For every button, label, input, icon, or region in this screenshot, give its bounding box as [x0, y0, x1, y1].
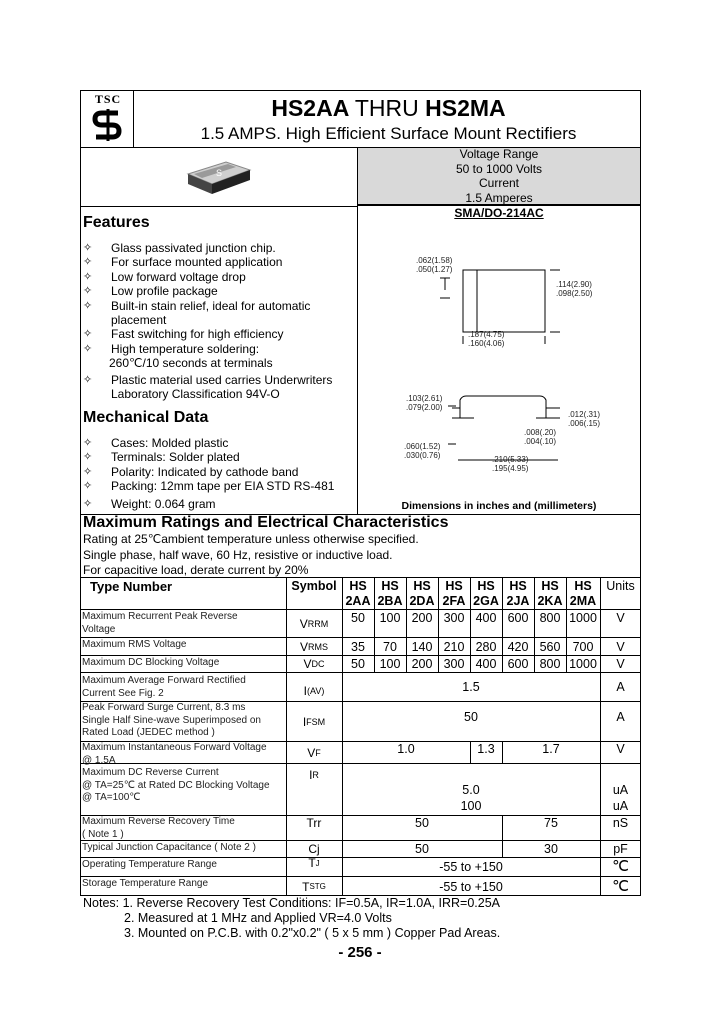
list-item: ✧ Cases: Molded plastic [83, 436, 229, 450]
value-cj-2: 30 [544, 842, 558, 856]
symbol-vrms: V RMS [299, 639, 328, 654]
symbol-cj: Cj [308, 842, 320, 856]
list-item: ✧ Weight: 0.064 gram [83, 496, 216, 511]
part-header-top: HS [413, 578, 431, 593]
row-label-vf: Maximum Instantaneous Forward Voltage @ 1.5A [82, 742, 267, 766]
max-ratings-intro: Rating at 25℃ambient temperature unless otherwise specified. Single phase, half wave, 60 Hz, resistive or inductive load. For capacitive load, derate current by 20% [83, 532, 419, 577]
unit-tj: ℃ [612, 858, 629, 875]
symbol-vrrm: V RRM [299, 616, 329, 631]
type-number-header: Type Number [90, 579, 173, 594]
value-trr-1: 50 [415, 816, 429, 830]
dim-label-1: .062(1.58) .050(1.27) [416, 256, 453, 274]
value-vrms: 420 [507, 639, 529, 654]
list-item: ✧ Low forward voltage drop [83, 269, 246, 284]
part-header-top: HS [509, 578, 527, 593]
row-label-ifsm: Peak Forward Surge Current, 8.3 ms Single Half Sine-wave Superimposed on Rated Load (JEDEC method ) [82, 702, 261, 738]
dimensions-caption: Dimensions in inches and (millimeters) [401, 500, 597, 512]
mechanical-list [83, 436, 355, 511]
part-header-bottom: 2FA [442, 594, 466, 608]
value-vf-2: 1.3 [477, 742, 495, 756]
list-item: ✧ Packing: 12mm tape per EIA STD RS-481 [83, 479, 335, 494]
value-vdc: 200 [411, 657, 433, 671]
symbol-tj: T J [308, 856, 320, 870]
part-header-bottom: 2AA [345, 594, 371, 608]
value-ir-25c: 5.0 [462, 783, 480, 797]
value-vdc: 50 [351, 657, 365, 671]
list-item: ✧ Fast switching for high efficiency [83, 327, 284, 342]
row-label-cj: Typical Junction Capacitance ( Note 2 ) [82, 842, 256, 853]
value-vrms: 210 [443, 639, 465, 654]
package-name: SMA/DO-214AC [454, 206, 544, 220]
part-header-top: HS [541, 578, 559, 593]
part-header-top: HS [477, 578, 495, 593]
list-item: ✧ For surface mounted application [83, 255, 283, 270]
part-header-top: HS [445, 578, 463, 593]
dim-label-2: .114(2.90) .098(2.50) [556, 280, 593, 298]
value-vrms: 700 [572, 639, 594, 654]
value-vf-3: 1.7 [542, 742, 560, 756]
row-label-vrms: Maximum RMS Voltage [82, 639, 187, 650]
part-header-top: HS [574, 578, 592, 593]
row-label-iav: Maximum Average Forward Rectified Current See Fig. 2 [82, 675, 246, 699]
value-iav: 1.5 [462, 680, 480, 694]
list-item: ✧ Polarity: Indicated by cathode band [83, 464, 299, 479]
page-number: - 256 - [338, 944, 382, 961]
page-title: HS2AA THRU HS2MA [271, 95, 506, 121]
list-item: ✧ Terminals: Solder plated [83, 450, 240, 465]
unit-vdc: V [616, 657, 625, 671]
value-vdc: 800 [539, 657, 561, 671]
unit-ir-100c: uA [612, 799, 629, 813]
value-ifsm: 50 [464, 710, 478, 724]
value-vdc: 300 [443, 657, 465, 671]
dim-label-7: .008(.20) .004(.10) [524, 428, 557, 446]
list-item: ✧ High temperature soldering: 260℃/10 seconds at terminals [83, 341, 273, 371]
units-header: Units [606, 579, 635, 593]
symbol-ir: I R [309, 768, 319, 782]
value-vrrm: 1000 [569, 611, 597, 625]
symbol-ifsm: I FSM [302, 714, 326, 729]
part-header-top: HS [349, 578, 367, 593]
value-ir-100c: 100 [460, 799, 482, 813]
features-list [83, 241, 355, 401]
symbol-header: Symbol [291, 579, 337, 593]
list-item: ✧ Low profile package [83, 284, 218, 299]
list-item: ✧ Built-in stain relief, ideal for automatic placement [83, 298, 311, 328]
part-header-bottom: 2JA [506, 594, 530, 608]
svg-text:S: S [216, 168, 223, 178]
row-label-vdc: Maximum DC Blocking Voltage [82, 657, 220, 668]
symbol-vf: V F [307, 745, 321, 760]
logo-symbol [88, 107, 128, 143]
value-vdc: 400 [475, 657, 497, 671]
row-label-trr: Maximum Reverse Recovery Time ( Note 1 ) [82, 816, 235, 840]
dim-label-4: .103(2.61) .079(2.00) [406, 394, 443, 412]
value-vrms: 560 [539, 639, 561, 654]
value-vrms: 70 [383, 639, 397, 654]
dim-label-8: .210(5.33) .195(4.95) [492, 455, 529, 473]
value-vrrm: 300 [443, 611, 465, 625]
unit-trr: nS [612, 816, 629, 830]
part-header-bottom: 2DA [409, 594, 435, 608]
unit-cj: pF [613, 842, 628, 856]
part-header-bottom: 2MA [569, 594, 597, 608]
mechanical-heading: Mechanical Data [83, 409, 209, 426]
dim-label-5: .012(.31) .006(.15) [568, 410, 601, 428]
part-header-bottom: 2BA [377, 594, 403, 608]
value-vdc: 1000 [569, 657, 597, 671]
value-trr-2: 75 [544, 816, 558, 830]
dim-label-6: .060(1.52) .030(0.76) [404, 442, 441, 460]
value-tstg: -55 to +150 [439, 879, 503, 894]
package-photo [186, 156, 252, 198]
list-item: ✧ Glass passivated junction chip. [83, 241, 276, 255]
row-label-tstg: Storage Temperature Range [82, 878, 209, 889]
unit-tstg: ℃ [612, 877, 629, 895]
max-ratings-heading: Maximum Ratings and Electrical Characteristics [83, 514, 449, 531]
ratings-text: Voltage Range 50 to 1000 Volts Current 1.5 Amperes [455, 147, 543, 205]
value-vrms: 140 [411, 639, 433, 654]
symbol-trr: Trr [306, 816, 322, 830]
value-vrrm: 400 [475, 611, 497, 625]
part-header-bottom: 2GA [473, 594, 499, 608]
part-header-top: HS [381, 578, 399, 593]
value-vrrm: 100 [379, 611, 401, 625]
row-label-tj: Operating Temperature Range [82, 859, 217, 870]
list-item: ✧ Plastic material used carries Underwriters Laboratory Classification 94V-O [83, 372, 333, 402]
symbol-vdc: V DC [303, 657, 325, 671]
value-vdc: 600 [507, 657, 529, 671]
logo-text: TSC [94, 92, 122, 106]
notes: Notes: 1. Reverse Recovery Test Conditions: IF=0.5A, IR=1.0A, IRR=0.25A 2. Measured at 1 MHz and Applied VR=4.0 Volts 3. Mounted on P.C.B. with 0.2"x0.2" ( 5 x 5 mm ) Copper Pad Areas. [83, 896, 501, 940]
value-vdc: 100 [379, 657, 401, 671]
unit-vrrm: V [616, 611, 625, 625]
unit-ifsm: A [616, 710, 625, 724]
unit-iav: A [616, 680, 625, 694]
symbol-tstg: T STG [302, 879, 326, 894]
value-vrrm: 50 [351, 611, 365, 625]
value-vrms: 280 [475, 639, 497, 654]
dim-label-3: .187(4.75) .160(4.06) [468, 330, 505, 348]
value-vrms: 35 [351, 639, 365, 654]
tsc-logo [88, 92, 128, 144]
page-subtitle: 1.5 AMPS. High Efficient Surface Mount Rectifiers [200, 124, 577, 143]
unit-ir-25c: uA [612, 783, 629, 797]
features-heading: Features [83, 214, 150, 231]
row-label-vrrm: Maximum Recurrent Peak Reverse Voltage [82, 611, 238, 635]
unit-vrms: V [616, 639, 625, 654]
value-vrrm: 800 [539, 611, 561, 625]
value-tj: -55 to +150 [439, 860, 503, 874]
symbol-iav: I (AV) [303, 683, 325, 698]
row-label-ir: Maximum DC Reverse Current @ TA=25℃ at Rated DC Blocking Voltage @ TA=100℃ [82, 767, 270, 803]
value-vrrm: 200 [411, 611, 433, 625]
value-vf-1: 1.0 [397, 742, 415, 756]
value-cj-1: 50 [415, 842, 429, 856]
value-vrrm: 600 [507, 611, 529, 625]
part-header-bottom: 2KA [537, 594, 563, 608]
unit-vf: V [616, 742, 625, 756]
